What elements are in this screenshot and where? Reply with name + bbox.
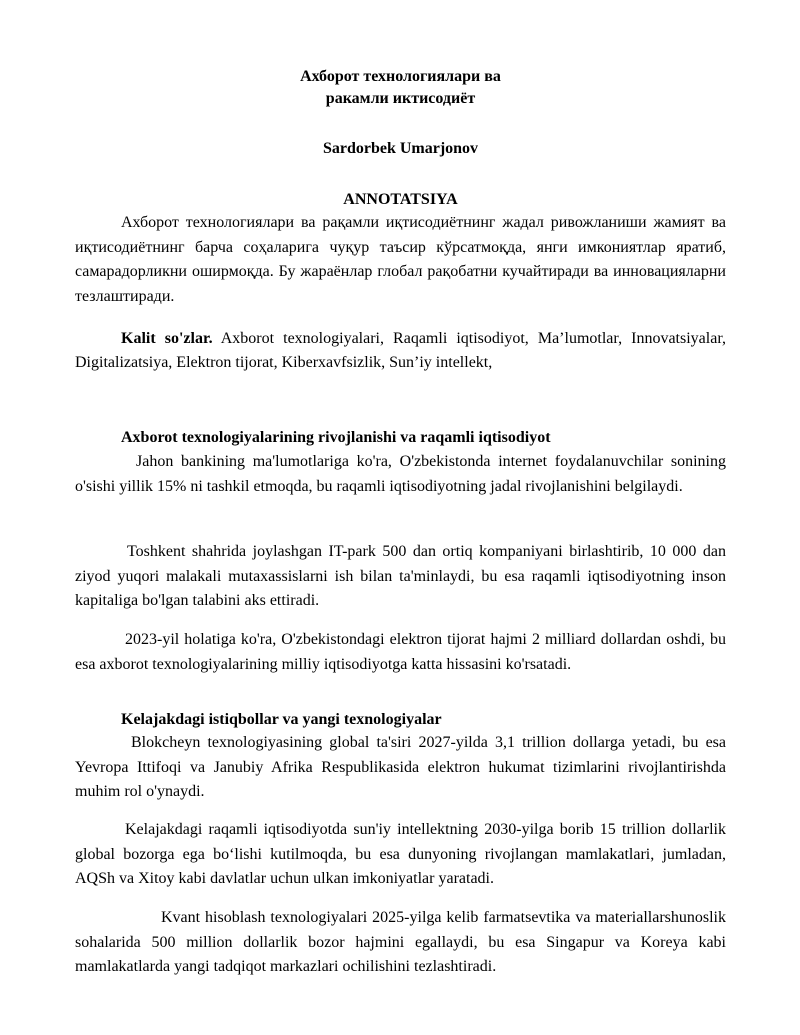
annotation-paragraph: Ахборот технологиялари ва рақамли иқтисодиётнинг жадал ривожланиши жамият ва иқтисодиётнинг барча соҳаларига чуқур таъсир кўрсатмоқда, янги имкониятлар яратиб, самарадорликни оширмоқда. Бу жараёнлар глобал рақобатни кучайтиради ва инновацияларни тезлаштиради. [75,214,726,305]
document-title-line-1: Ахборот технологиялари ва [300,68,501,85]
keywords-label: Kalit so'zlar. [121,330,213,347]
section2-paragraph-3: Kvant hisoblash texnologiyalari 2025-yilga kelib farmatsevtika va materiallarshunoslik sohalarida 500 million dollarlik bozor hajmini egallaydi, bu esa Singapur va Koreya kabi mamlakatlarda yangi tadqiqot markazlari ochilishini tezlashtiradi. [75,909,726,975]
section2-paragraph-1: Blokcheyn texnologiyasining global ta'siri 2027-yilda 3,1 trillion dollarga yetadi, bu esa Yevropa Ittifoqi va Janubiy Afrika Respublikasida elektron hukumat tizimlarini rivojlantirishda muhim rol o'ynaydi. [75,734,726,800]
section1-paragraph-1: Jahon bankining ma'lumotlariga ko'ra, O'zbekistonda internet foydalanuvchilar sonining o'sishi yillik 15% ni tashkil etmoqda, bu raqamli iqtisodiyotning jadal rivojlanishini belgilaydi. [75,453,726,495]
section2-paragraph-2: Kelajakdagi raqamli iqtisodiyotda sun'iy intellektning 2030-yilga borib 15 trillion dollarlik global bozorga ega boʻlishi kutilmoqda, bu esa dunyoning rivojlangan mamlakatlari, jumladan, AQSh va Xitoy kabi davlatlar uchun ulkan imkoniyatlar yaratadi. [75,821,726,887]
keywords-paragraph [75,327,726,375]
section-heading-2: Kelajakdagi istiqbollar va yangi texnologiyalar [121,711,442,728]
section1-paragraph-2: Toshkent shahrida joylashgan IT-park 500 dan ortiq kompaniyani birlashtirib, 10 000 dan ziyod yuqori malakali mutaxassislarni ish bilan ta'minlaydi, bu esa raqamli iqtisodiyotning inson kapitaliga bo'lgan talabini aks ettiradi. [75,543,726,609]
keywords-list: Axborot texnologiyalari, Raqamli iqtisodiyot, Ma’lumotlar, Innovatsiyalar, Digitalizatsiya, Elektron tijorat, Kiberxavfsizlik, Sun’iy intellekt, [75,330,727,371]
section1-paragraph-3: 2023-yil holatiga ko'ra, O'zbekistondagi elektron tijorat hajmi 2 milliard dollardan oshdi, bu esa axborot texnologiyalarining milliy iqtisodiyotga katta hissasini ko'rsatadi. [75,631,726,673]
document-title-line-2: ракамли иктисодиёт [325,90,476,107]
annotation-heading: ANNOTATSIYA [343,191,458,208]
author-name: Sardorbek Umarjonov [322,140,479,157]
section-heading-1: Axborot texnologiyalarining rivojlanishi va raqamli iqtisodiyot [121,429,551,446]
